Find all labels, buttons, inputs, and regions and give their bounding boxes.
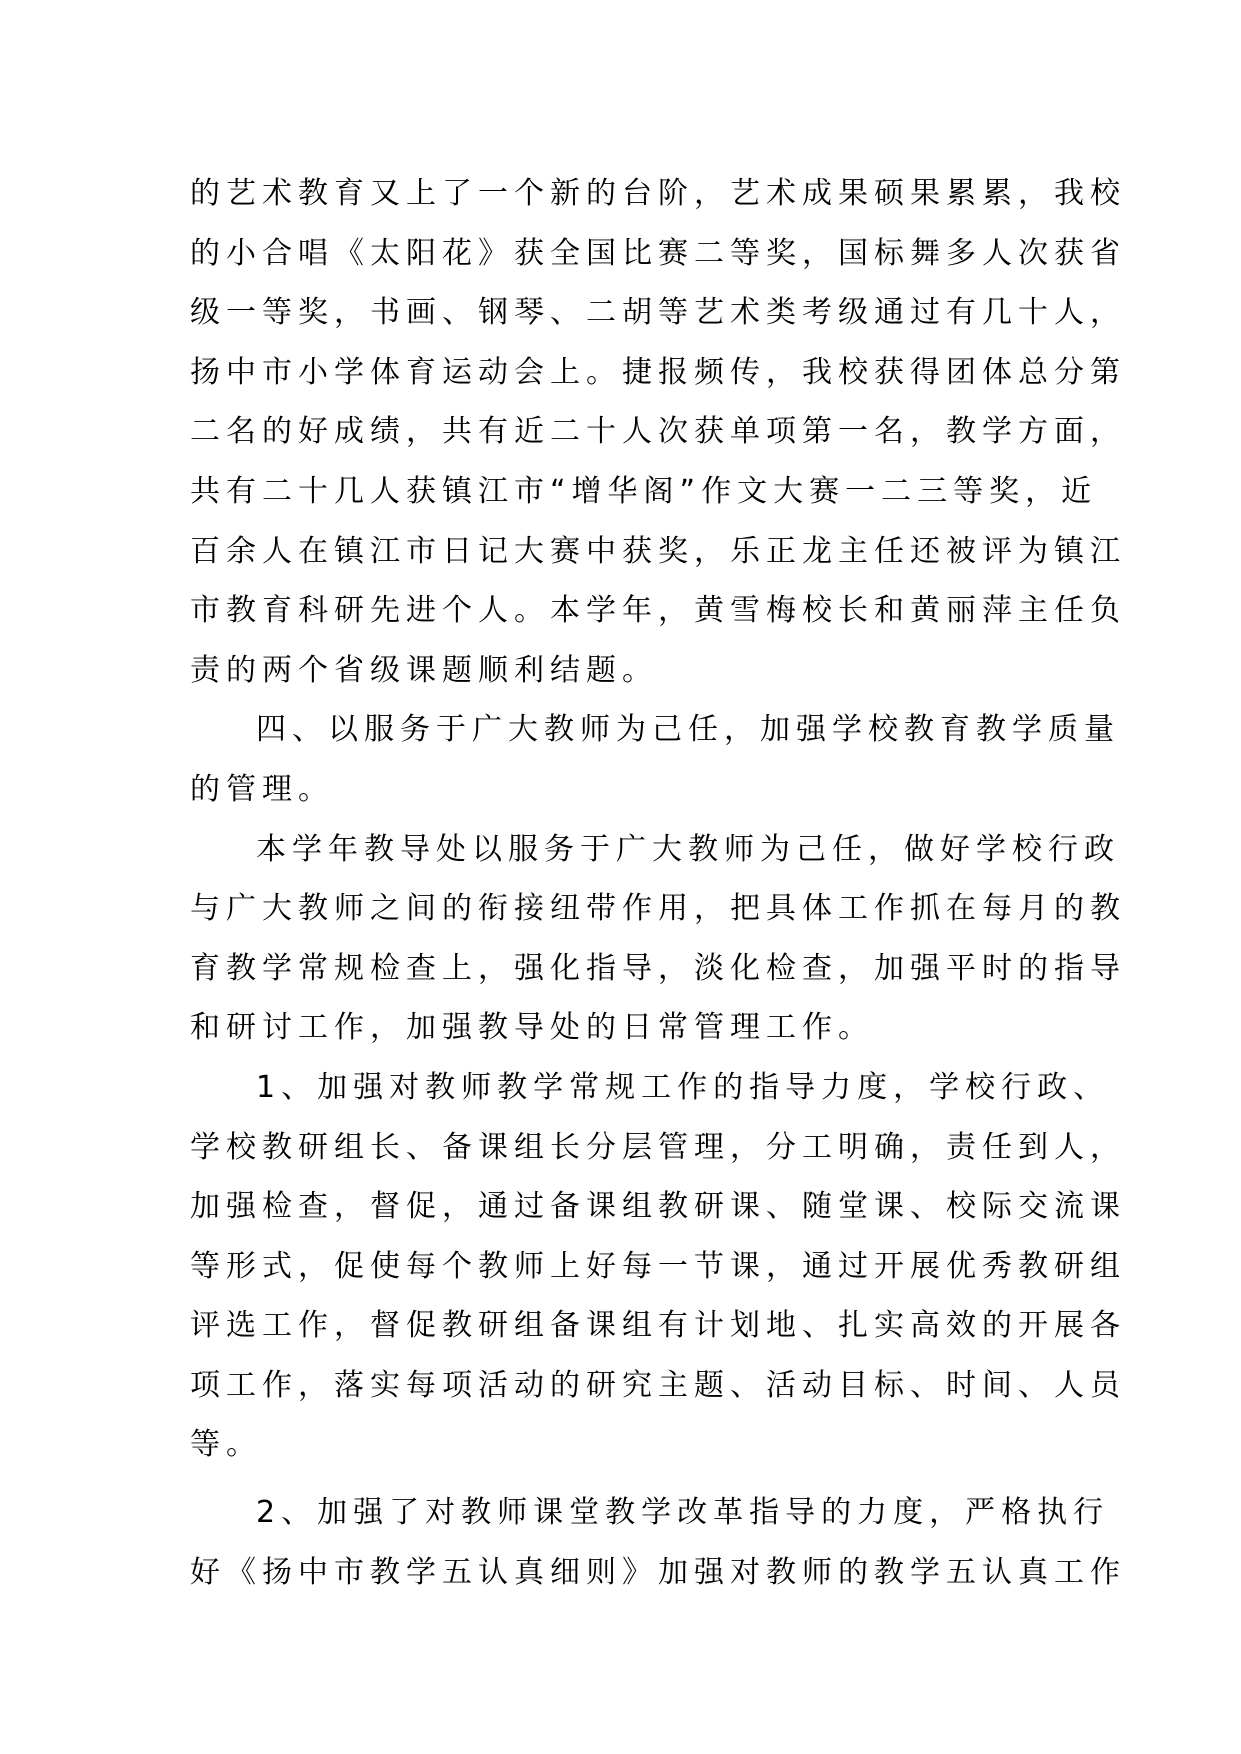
paragraph-first-line: 本学年教导处以服务于广大教师为己任，做好学校行政 (256, 831, 1120, 867)
text-line: 扬中市小学体育运动会上。捷报频传，我校获得团体总分第 (190, 354, 1126, 390)
list-item-first-line: 2、加强了对教师课堂教学改革指导的力度，严格执行 (256, 1495, 1110, 1531)
section-heading-line: 的管理。 (190, 771, 334, 807)
text-line: 的小合唱《太阳花》获全国比赛二等奖，国标舞多人次获省 (190, 235, 1126, 271)
text-line: 加强检查，督促，通过备课组教研课、随堂课、校际交流课 (190, 1189, 1126, 1225)
text-line: 等形式，促使每个教师上好每一节课，通过开展优秀教研组 (190, 1248, 1126, 1284)
section-heading-line: 四、以服务于广大教师为己任，加强学校教育教学质量 (256, 712, 1120, 748)
text-line: 评选工作，督促教研组备课组有计划地、扎实高效的开展各 (190, 1308, 1126, 1344)
text-line: 二名的好成绩，共有近二十人次获单项第一名，教学方面， (190, 414, 1126, 450)
text-line: 育教学常规检查上，强化指导，淡化检查，加强平时的指导 (190, 950, 1126, 986)
text-line: 好《扬中市教学五认真细则》加强对教师的教学五认真工作 (190, 1554, 1126, 1590)
text-line: 与广大教师之间的衔接纽带作用，把具体工作抓在每月的教 (190, 891, 1126, 927)
text-line: 责的两个省级课题顺利结题。 (190, 652, 658, 688)
list-item-first-line: 1、加强对教师教学常规工作的指导力度，学校行政、 (256, 1069, 1110, 1105)
text-line: 级一等奖，书画、钢琴、二胡等艺术类考级通过有几十人， (190, 295, 1126, 331)
text-line: 的艺术教育又上了一个新的台阶，艺术成果硕果累累，我校 (190, 176, 1126, 211)
text-line: 百余人在镇江市日记大赛中获奖，乐正龙主任还被评为镇江 (190, 533, 1126, 569)
text-line: 市教育科研先进个人。本学年，黄雪梅校长和黄丽萍主任负 (190, 593, 1126, 629)
text-line: 等。 (190, 1427, 262, 1463)
document-body (190, 164, 1126, 1602)
text-line: 共有二十几人获镇江市“增华阁”作文大赛一二三等奖，近 (190, 473, 1098, 509)
text-line: 和研讨工作，加强教导处的日常管理工作。 (190, 1010, 874, 1046)
text-line: 项工作，落实每项活动的研究主题、活动目标、时间、人员 (190, 1367, 1126, 1403)
text-line: 学校教研组长、备课组长分层管理，分工明确，责任到人， (190, 1129, 1126, 1165)
